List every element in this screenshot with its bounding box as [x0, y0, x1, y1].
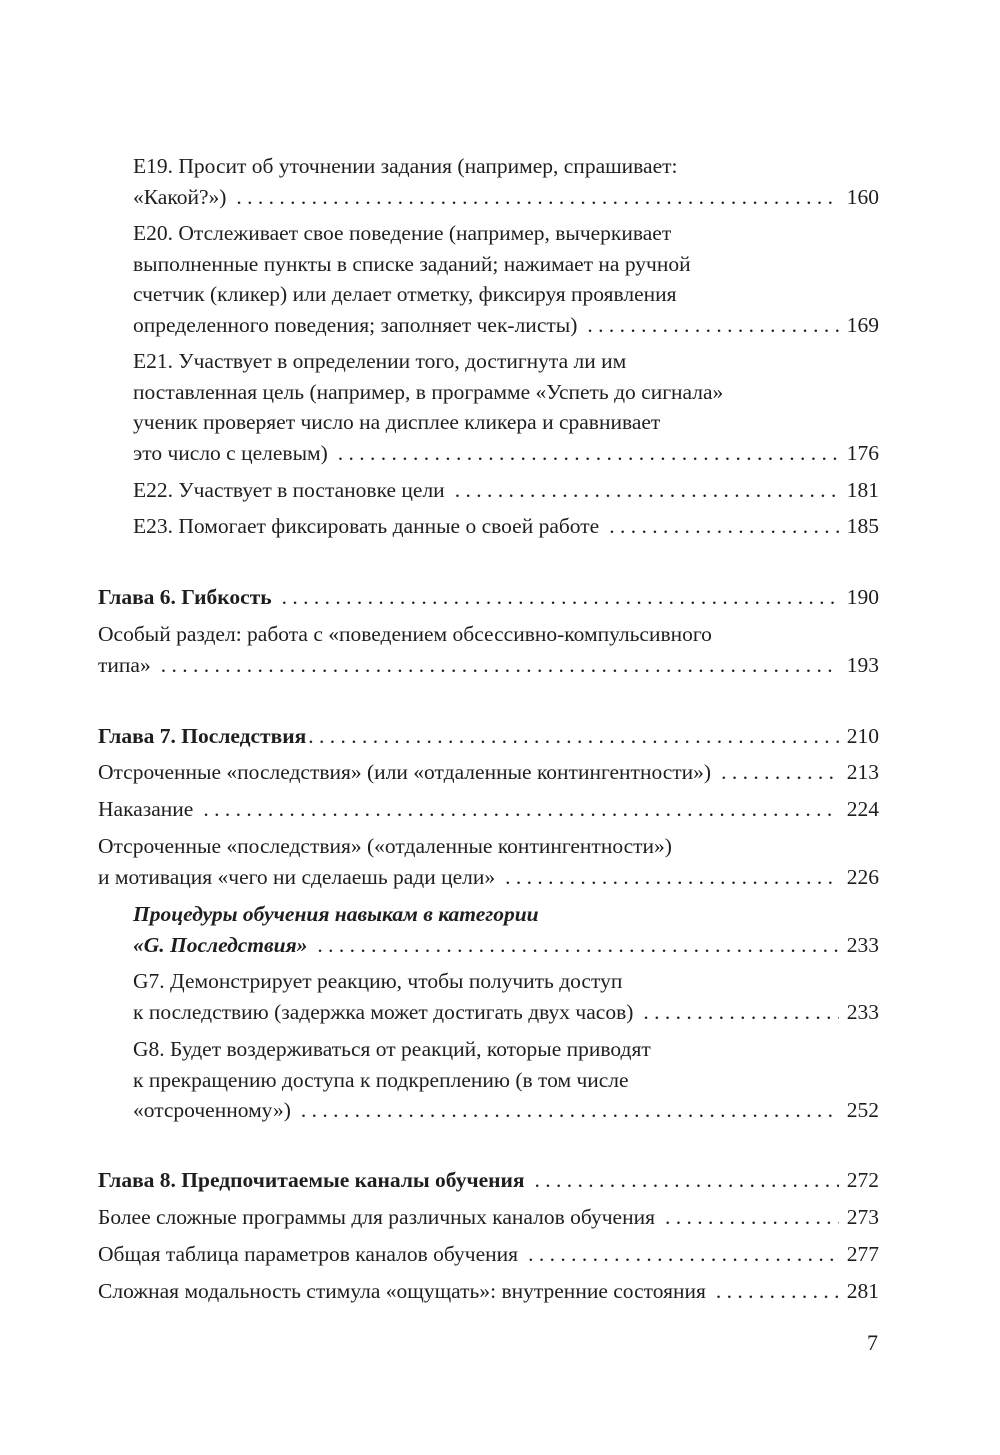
toc-entry-text: к прекращению доступа к подкреплению (в том числе	[133, 1067, 629, 1092]
toc-page-number: 193	[846, 652, 879, 677]
toc-page-number: 190	[846, 585, 879, 609]
section-title: Процедуры обучения навыкам в категории	[133, 902, 539, 926]
toc-entry-text: Общая таблица параметров каналов обучения	[98, 1242, 519, 1266]
toc-entry-text: это число с целевым)	[133, 440, 328, 465]
dot-leader	[716, 1276, 839, 1307]
toc-page-number: 176	[846, 440, 879, 465]
toc-entry-text: типа»	[98, 652, 151, 677]
toc-page-number: 181	[846, 478, 879, 502]
toc-entry-e20[interactable]	[133, 218, 879, 340]
toc-page-number: 224	[846, 797, 879, 821]
dot-leader	[528, 1239, 839, 1270]
toc-page-number: 226	[846, 864, 879, 889]
toc-page-number: 160	[846, 184, 879, 209]
dot-leader	[338, 438, 839, 469]
toc-entry-ch8-modality[interactable]	[98, 1276, 879, 1307]
toc-page-number: 233	[846, 932, 879, 957]
toc-page-number: 185	[846, 514, 879, 538]
toc-entry-text: Отсроченные «последствия» (или «отдаленные контингентности»)	[98, 760, 712, 784]
dot-leader	[301, 1095, 839, 1126]
toc-entry-ch8-complex[interactable]	[98, 1202, 879, 1233]
dot-leader	[455, 475, 839, 506]
toc-entry-e19[interactable]	[133, 151, 879, 212]
toc-entry-ch7-delayed[interactable]	[98, 757, 879, 788]
toc-entry-e23[interactable]	[133, 511, 879, 542]
toc-chapter-7[interactable]	[98, 721, 879, 752]
toc-entry-text: E22. Участвует в постановке цели	[133, 478, 445, 502]
dot-leader	[721, 757, 839, 788]
toc-page-number: 169	[846, 312, 879, 337]
dot-leader	[535, 1165, 839, 1196]
toc-entry-text: G8. Будет воздерживаться от реакций, которые приводят	[133, 1037, 651, 1061]
toc-entry-text: Сложная модальность стимула «ощущать»: внутренние состояния	[98, 1279, 706, 1303]
toc-entry-text: Наказание	[98, 797, 194, 821]
toc-chapter-6[interactable]	[98, 582, 879, 613]
toc-page-number: 273	[846, 1205, 879, 1229]
toc-entry-ch6-special[interactable]	[98, 619, 879, 680]
dot-leader	[609, 511, 839, 542]
toc-entry-text: Отсроченные «последствия» («отдаленные контингентности»)	[98, 834, 672, 858]
toc-entry-text: ученик проверяет число на дисплее кликера и сравнивает	[133, 410, 661, 434]
toc-entry-text: E19. Просит об уточнении задания (например, спрашивает:	[133, 154, 678, 178]
toc-entry-text: к последствию (задержка может достигать двух часов)	[133, 999, 634, 1024]
dot-leader	[236, 182, 838, 213]
toc-chapter-8[interactable]	[98, 1165, 879, 1196]
toc-entry-ch7-motivation[interactable]	[98, 831, 879, 892]
toc-page-number: 281	[846, 1279, 879, 1303]
toc-page-number: 272	[846, 1168, 879, 1192]
toc-page-number: 213	[846, 760, 879, 784]
toc-entry-text: «Какой?»)	[133, 184, 227, 209]
toc-entry-text: Более сложные программы для различных каналов обучения	[98, 1205, 655, 1229]
section-title: «G. Последствия»	[133, 932, 308, 957]
toc-entry-ch7-procedures[interactable]	[133, 899, 879, 960]
chapter-title: Глава 6. Гибкость	[98, 585, 272, 609]
toc-page-number: 252	[846, 1098, 879, 1122]
toc-entry-g8[interactable]	[133, 1034, 879, 1126]
toc-entry-g7[interactable]	[133, 966, 879, 1027]
toc-entry-text: поставленная цель (например, в программе «Успеть до сигнала»	[133, 379, 724, 404]
toc-entry-text: и мотивация «чего ни сделаешь ради цели»	[98, 864, 496, 889]
toc-entry-text: выполненные пункты в списке заданий; нажимает на ручной	[133, 251, 691, 276]
toc-entry-text: E20. Отслеживает свое поведение (например, вычеркивает	[133, 221, 672, 245]
toc-entry-ch7-punishment[interactable]	[98, 794, 879, 825]
dot-leader	[665, 1202, 839, 1233]
toc-entry-text: E21. Участвует в определении того, достигнута ли им	[133, 349, 627, 373]
toc-entry-text: «отсроченному»)	[133, 1098, 291, 1122]
toc-entry-text: определенного поведения; заполняет чек-листы)	[133, 312, 578, 337]
dot-leader	[161, 650, 839, 681]
chapter-title: Глава 7. Последствия	[98, 724, 307, 748]
toc-entry-e21[interactable]	[133, 346, 879, 468]
toc-entry-text: G7. Демонстрирует реакцию, чтобы получить доступ	[133, 969, 623, 993]
toc-entry-ch8-table[interactable]	[98, 1239, 879, 1270]
dot-leader	[317, 930, 838, 961]
dot-leader	[308, 721, 839, 752]
dot-leader	[203, 794, 838, 825]
toc-entry-text: Особый раздел: работа с «поведением обсессивно-компульсивного	[98, 622, 712, 646]
toc-page-number: 233	[846, 999, 879, 1024]
toc-entry-e22[interactable]	[133, 475, 879, 506]
page-number: 7	[867, 1330, 878, 1355]
chapter-title: Глава 8. Предпочитаемые каналы обучения	[98, 1168, 525, 1192]
dot-leader	[282, 582, 839, 613]
toc-entry-text: E23. Помогает фиксировать данные о своей работе	[133, 514, 600, 538]
dot-leader	[587, 310, 838, 341]
toc-page-number: 277	[846, 1242, 879, 1266]
toc-entry-text: счетчик (кликер) или делает отметку, фиксируя проявления	[133, 282, 677, 306]
toc-page-number: 210	[846, 724, 879, 748]
dot-leader	[643, 997, 838, 1028]
dot-leader	[505, 862, 839, 893]
